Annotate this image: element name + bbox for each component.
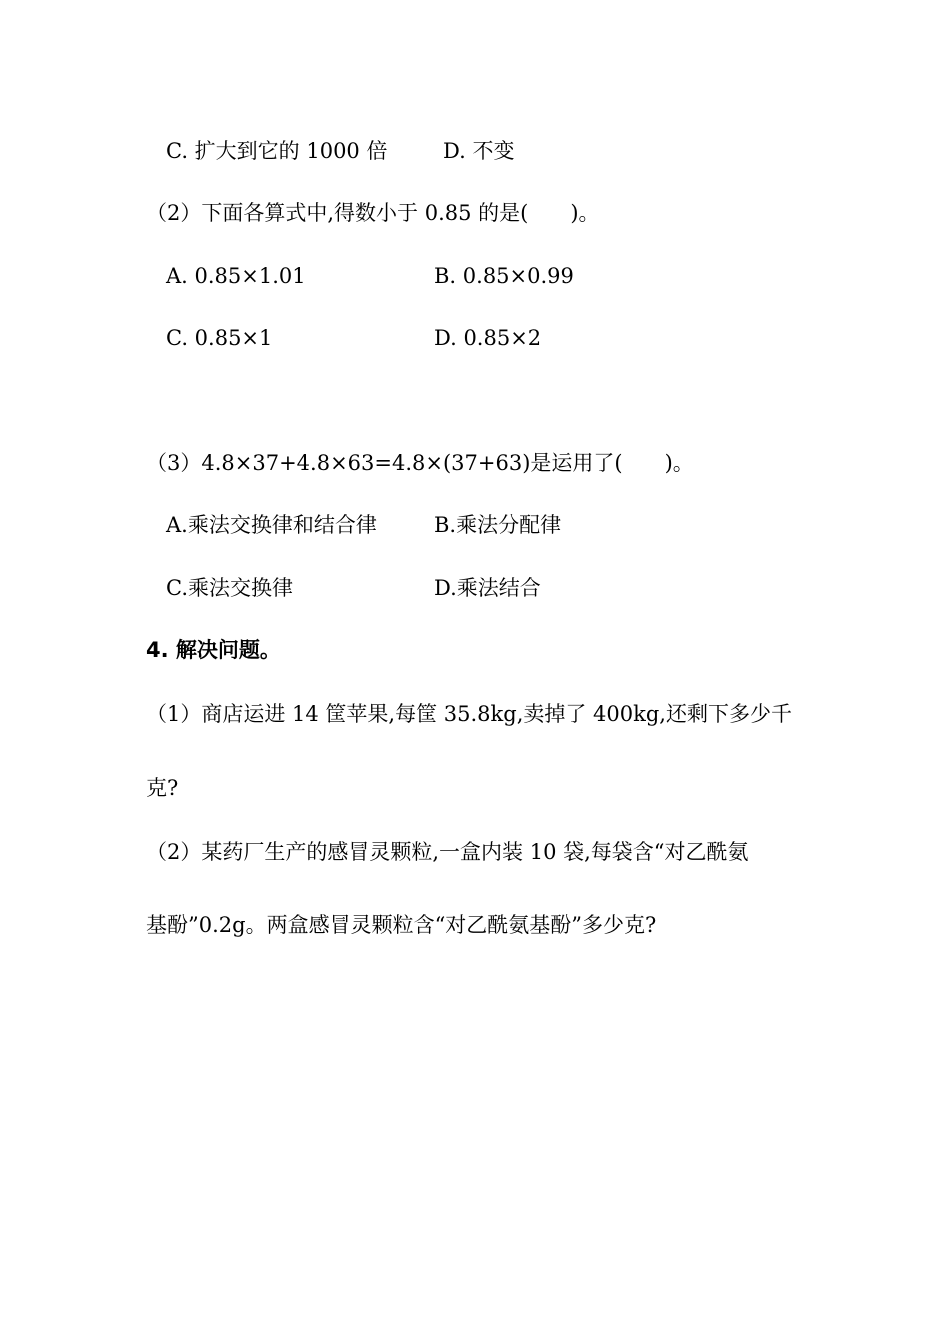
q3-2-stem: （2）下面各算式中,得数小于 0.85 的是( )。 (146, 201, 600, 225)
q3-1-option-d: D. 不变 (443, 139, 515, 163)
q3-2-option-d: D. 0.85×2 (434, 326, 542, 350)
q3-3-stem: （3）4.8×37+4.8×63=4.8×(37+63)是运用了( )。 (146, 451, 694, 475)
problem-2-line-2: 基酚”0.2g。两盒感冒灵颗粒含“对乙酰氨基酚”多少克? (146, 913, 657, 937)
q3-2-option-c: C. 0.85×1 (166, 326, 273, 350)
q3-1-option-c: C. 扩大到它的 1000 倍 (166, 139, 388, 163)
problem-1-line-1: （1）商店运进 14 筐苹果,每筐 35.8kg,卖掉了 400kg,还剩下多少千 (146, 702, 792, 726)
q3-3-option-b: B.乘法分配律 (434, 513, 562, 537)
q3-2-option-b: B. 0.85×0.99 (434, 264, 574, 288)
problem-1-line-2: 克? (146, 776, 179, 800)
q3-2-option-a: A. 0.85×1.01 (166, 264, 306, 288)
q3-3-option-a: A.乘法交换律和结合律 (166, 513, 377, 537)
problem-2-line-1: （2）某药厂生产的感冒灵颗粒,一盒内装 10 袋,每袋含“对乙酰氨 (146, 840, 749, 864)
q3-3-option-c: C.乘法交换律 (166, 576, 293, 600)
q3-3-option-d: D.乘法结合 (434, 576, 541, 600)
section-4-title: 4. 解决问题。 (146, 638, 281, 662)
